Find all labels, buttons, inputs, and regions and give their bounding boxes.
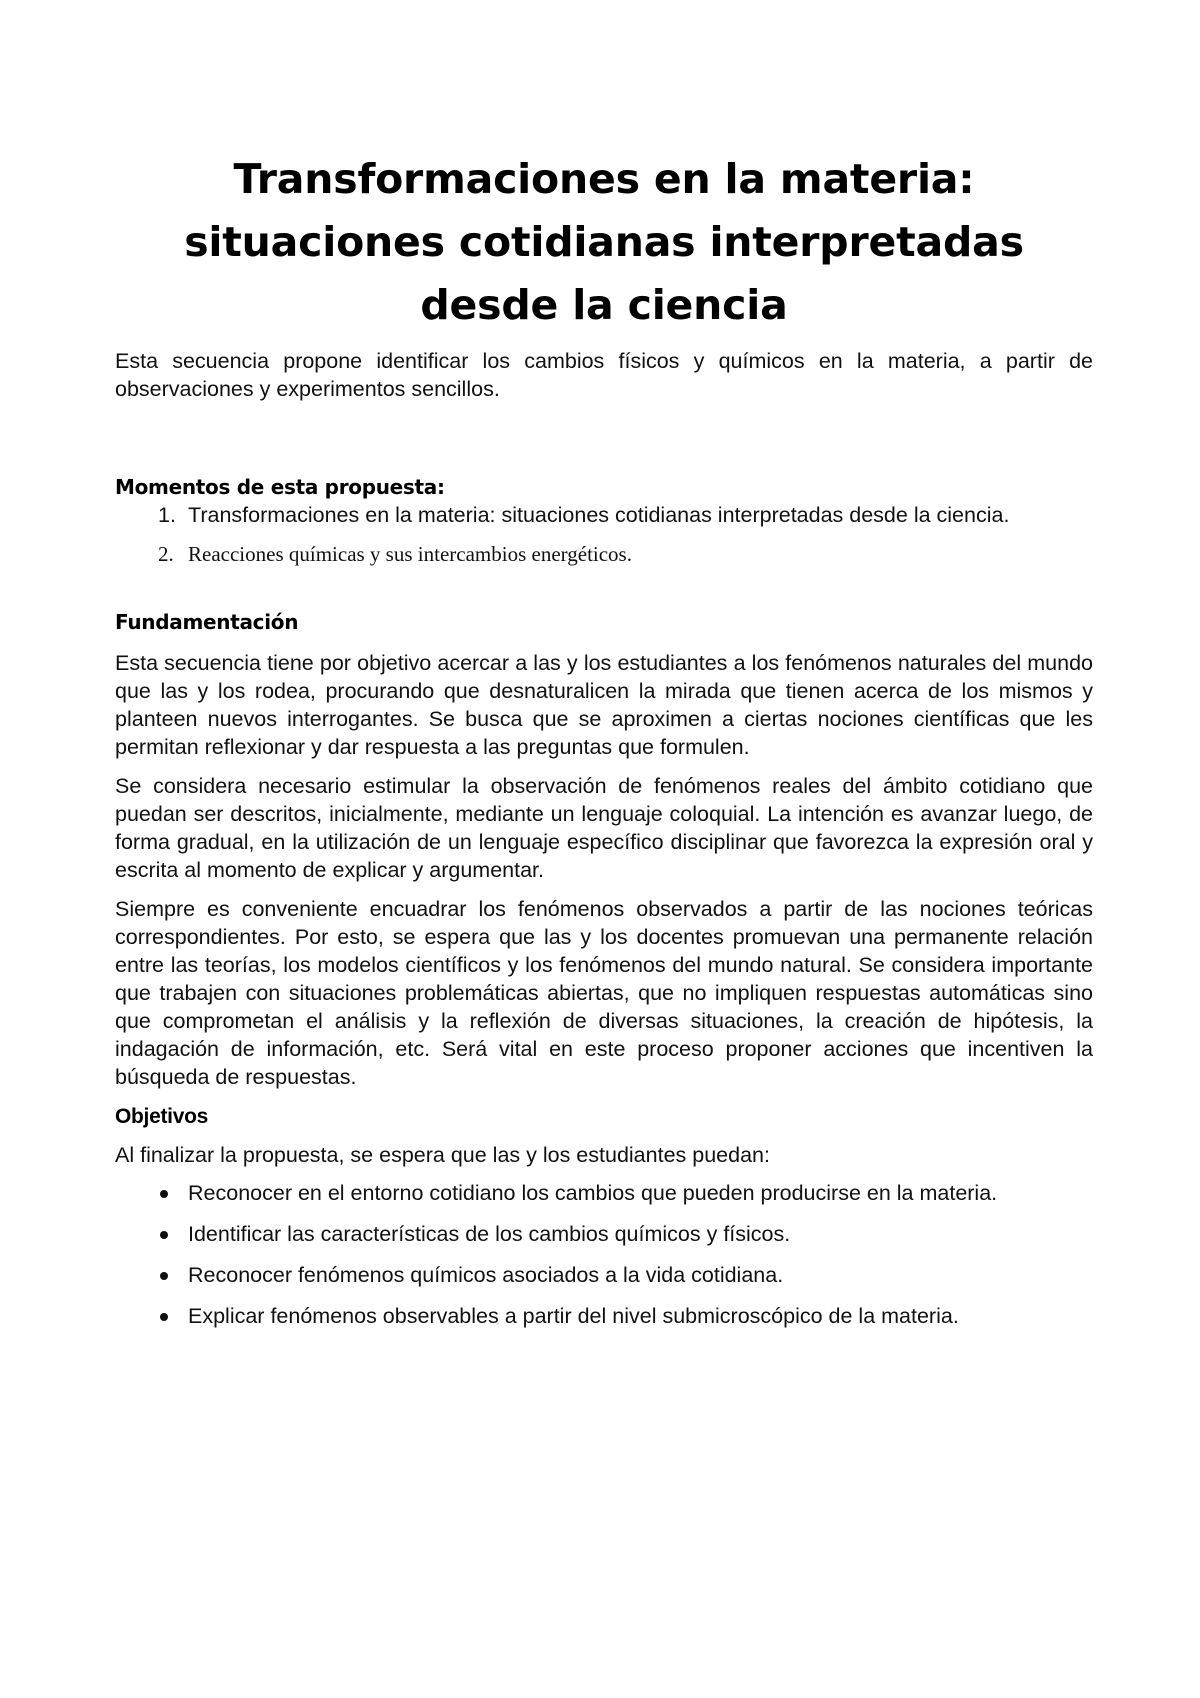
fundamentacion-paragraph: Siempre es conveniente encuadrar los fenómenos observados a partir de las nociones teóricas correspondientes. Por esto, se espera que las y los docentes promuevan una permanente relación entre las teorías, los modelos científicos y los fenómenos del mundo natural. Se considera importante que trabajen con situaciones problemáticas abiertas, que no impliquen respuestas automáticas sino que comprometan el análisis y la reflexión de diversas situaciones, la creación de hipótesis, la indagación de información, etc. Será vital en este proceso proponer acciones que incentiven la búsqueda de respuestas. xyxy=(115,897,1093,1089)
objetivos-item xyxy=(115,1179,1093,1207)
intro-paragraph: Esta secuencia propone identificar los cambios físicos y químicos en la materia, a partir de observaciones y experimentos sencillos. xyxy=(115,349,1093,401)
momentos-item xyxy=(115,540,1093,568)
objetivos-item xyxy=(115,1261,1093,1289)
fundamentacion-paragraph: Se considera necesario estimular la observación de fenómenos reales del ámbito cotidiano que puedan ser descritos, inicialmente, mediante un lenguaje coloquial. La intención es avanzar luego, de forma gradual, en la utilización de un lenguaje específico disciplinar que favorezca la expresión oral y escrita al momento de explicar y argumentar. xyxy=(115,774,1093,882)
objetivos-list xyxy=(115,1179,1093,1330)
objetivos-item xyxy=(115,1302,1093,1330)
title-line-1: Transformaciones en la materia: xyxy=(233,155,975,203)
list-number: 2. xyxy=(158,542,174,566)
objetivos-item xyxy=(115,1220,1093,1248)
momentos-item xyxy=(115,501,1093,529)
bullet-icon xyxy=(160,1313,168,1321)
bullet-icon xyxy=(160,1231,168,1239)
bullet-icon xyxy=(160,1190,168,1198)
objetivos-intro: Al finalizar la propuesta, se espera que las y los estudiantes puedan: xyxy=(115,1143,770,1167)
fundamentacion-paragraph: Esta secuencia tiene por objetivo acercar a las y los estudiantes a los fenómenos naturales del mundo que las y los rodea, procurando que desnaturalicen la mirada que tienen acerca de los mismos y planteen nuevos interrogantes. Se busca que se aproximen a ciertas nociones científicas que les permitan reflexionar y dar respuesta a las preguntas que formulen. xyxy=(115,651,1093,759)
fundamentacion-section xyxy=(115,649,1093,1091)
momentos-heading: Momentos de esta propuesta: xyxy=(115,475,445,499)
title-line-2: situaciones cotidianas interpretadas xyxy=(184,218,1024,266)
fundamentacion-heading: Fundamentación xyxy=(115,610,299,634)
bullet-icon xyxy=(160,1272,168,1280)
objetivos-item-text: Explicar fenómenos observables a partir del nivel submicroscópico de la materia. xyxy=(188,1304,959,1328)
objetivos-item-text: Identificar las características de los cambios químicos y físicos. xyxy=(188,1222,791,1246)
list-number: 1. xyxy=(158,503,176,527)
objetivos-item-text: Reconocer fenómenos químicos asociados a la vida cotidiana. xyxy=(188,1263,784,1287)
objetivos-item-text: Reconocer en el entorno cotidiano los cambios que pueden producirse en la materia. xyxy=(188,1181,998,1205)
momentos-item-text: Transformaciones en la materia: situaciones cotidianas interpretadas desde la ciencia. xyxy=(188,503,1010,527)
document-content xyxy=(115,148,1093,1343)
momentos-list xyxy=(115,501,1093,568)
document-title xyxy=(115,148,1093,337)
momentos-item-text: Reacciones químicas y sus intercambios energéticos. xyxy=(188,542,632,566)
title-line-3: desde la ciencia xyxy=(420,281,788,329)
objetivos-heading: Objetivos xyxy=(115,1105,208,1128)
